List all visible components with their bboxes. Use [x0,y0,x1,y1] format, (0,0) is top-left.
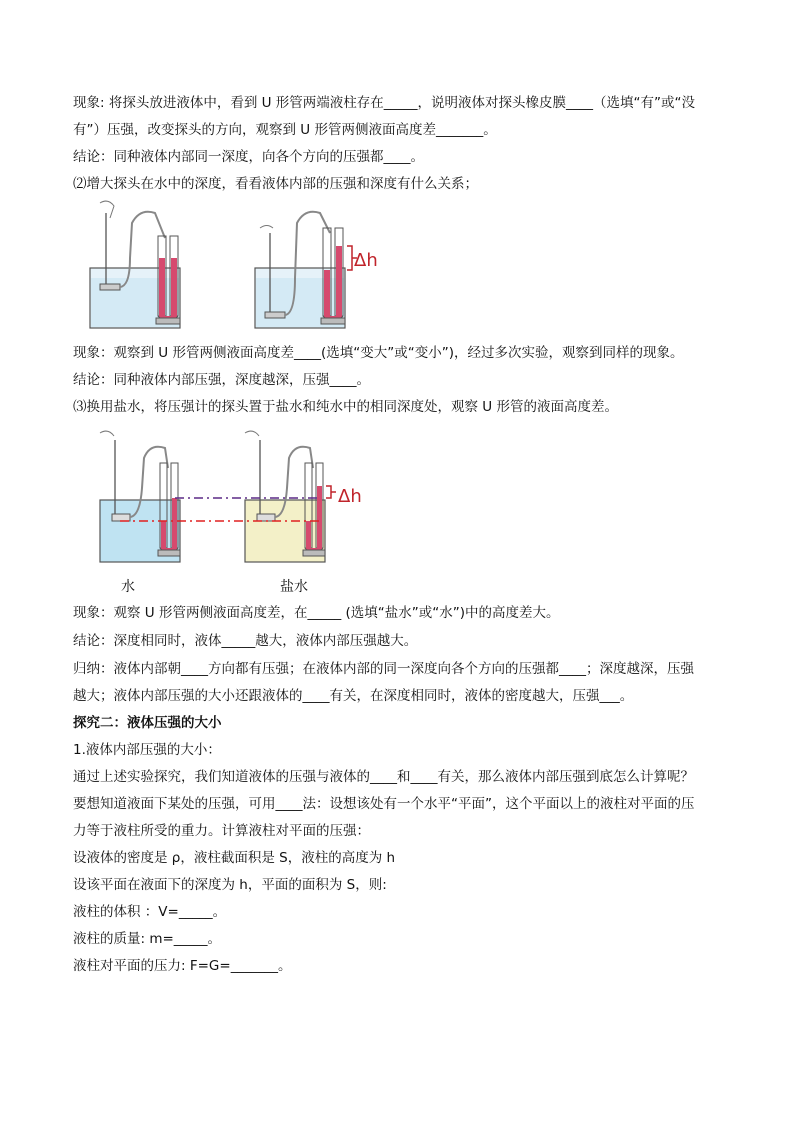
summary-line-b: 越大；液体内部压强的大小还跟液体的____有关，在深度相同时，液体的密度越大，压强___。 [73,688,634,704]
formula-volume: 液柱的体积 ：V=_____。 [73,904,227,920]
step-2: ⑵增大探头在水中的深度，看看液体内部的压强和深度有什么关系； [73,176,478,192]
observation-2: 现象：观察到 U 形管两侧液面高度差____(选填“变大”或“变小”)，经过多次实验，观察到同样的现象。 [73,345,684,361]
observation-1-line-b: 有”）压强，改变探头的方向，观察到 U 形管两侧液面高度差_______。 [73,122,497,138]
beaker-saltwater [245,431,336,562]
observation-3: 现象：观察 U 形管两侧液面高度差，在_____ (选填“盐水”或“水”)中的高度差大。 [73,605,560,621]
conclusion-3: 结论：深度相同时，液体_____越大，液体内部压强越大。 [73,633,418,649]
beaker-deep [255,212,357,328]
paragraph-line-2: 要想知道液面下某处的压强，可用____法：设想该处有一个水平“平面”，这个平面以上的液柱对平面的压 [73,796,695,812]
section-2-subheading: 1.液体内部压强的大小： [73,742,221,758]
caption-saltwater: 盐水 [280,579,308,595]
figure-density-experiment [80,428,380,573]
delta-h-label-fig2: Δh [354,250,378,271]
step-3: ⑶换用盐水，将压强计的探头置于盐水和纯水中的相同深度处，观察 U 形管的液面高度差。 [73,399,618,415]
conclusion-1: 结论：同种液体内部同一深度，向各个方向的压强都____。 [73,149,424,165]
beaker-water [100,431,180,562]
beaker-shallow [90,201,180,328]
formula-mass: 液柱的质量: m=_____。 [73,931,222,947]
summary-line-a: 归纳：液体内部朝____方向都有压强；在液体内部的同一深度向各个方向的压强都____；深度越深，压强 [73,661,694,677]
paragraph-line-1: 通过上述实验探究，我们知道液体的压强与液体的____和____有关，那么液体内部压强到底怎么计算呢？ [73,769,694,785]
caption-water: 水 [121,579,135,595]
paragraph-line-5: 设该平面在液面下的深度为 h，平面的面积为 S，则: [73,877,387,893]
delta-h-label-fig3: Δh [338,486,362,507]
section-2-heading: 探究二：液体压强的大小 [73,715,222,731]
paragraph-line-3: 力等于液柱所受的重力。计算液柱对平面的压强： [73,823,370,839]
paragraph-line-4: 设液体的密度是 ρ，液柱截面积是 S，液柱的高度为 h [73,850,396,866]
formula-force: 液柱对平面的压力: F=G=_______。 [73,958,292,974]
observation-1-line-a: 现象: 将探头放进液体中，看到 U 形管两端液柱存在_____，说明液体对探头橡皮膜____（选填“有”或“没 [73,95,696,111]
conclusion-2: 结论：同种液体内部压强，深度越深，压强____。 [73,372,370,388]
